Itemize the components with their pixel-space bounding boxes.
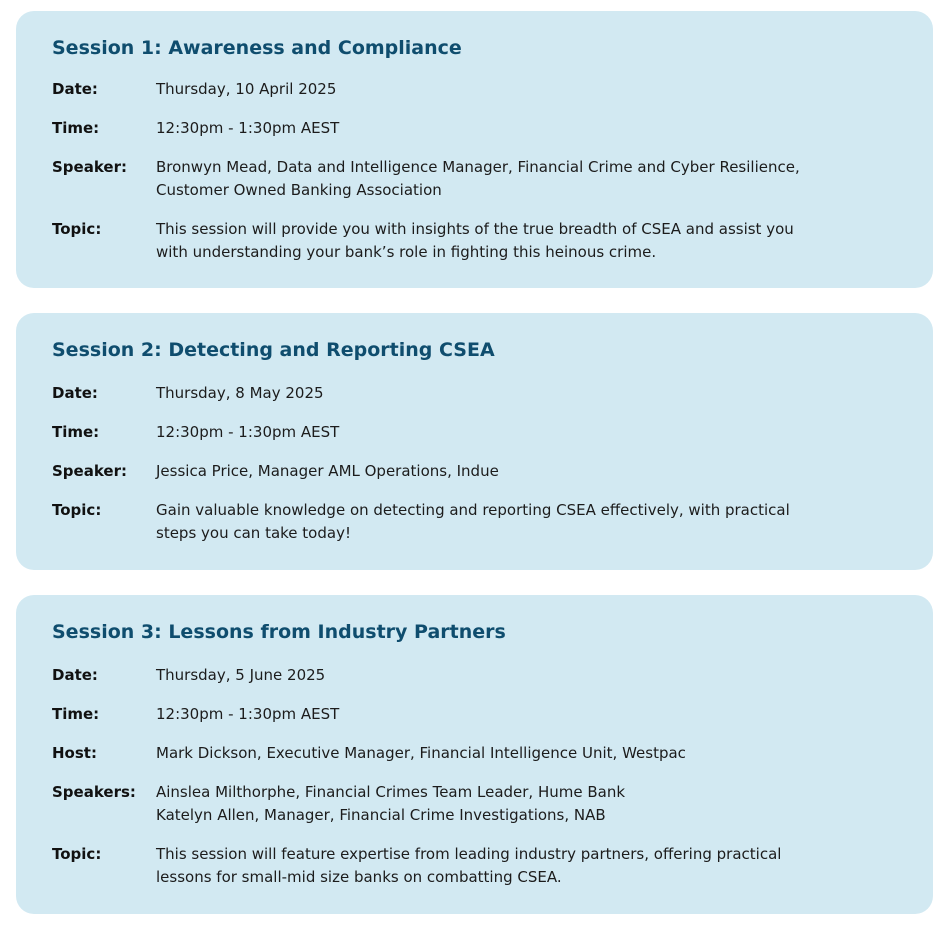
- date-label: Date:: [52, 80, 98, 98]
- date-value: Thursday, 5 June 2025: [156, 666, 326, 684]
- speakers-row: [52, 781, 897, 827]
- session-title: Session 3: Lessons from Industry Partners: [52, 621, 506, 643]
- date-row: [52, 382, 897, 405]
- topic-row: [52, 499, 897, 545]
- host-row: [52, 742, 897, 765]
- session-card-1: [16, 11, 933, 288]
- topic-value: This session will feature expertise from leading industry partners, offering practical lessons for small-mid size banks on combatting CSEA.: [156, 845, 782, 886]
- session-card-2: [16, 313, 933, 570]
- time-row: [52, 703, 897, 726]
- time-row: [52, 117, 897, 140]
- date-label: Date:: [52, 384, 98, 402]
- speakers-label: Speakers:: [52, 783, 136, 801]
- time-label: Time:: [52, 705, 100, 723]
- speaker-label: Speaker:: [52, 462, 127, 480]
- speaker-value: Bronwyn Mead, Data and Intelligence Manager, Financial Crime and Cyber Resilience, Customer Owned Banking Association: [156, 158, 800, 199]
- session-title: Session 2: Detecting and Reporting CSEA: [52, 339, 495, 361]
- host-label: Host:: [52, 744, 97, 762]
- topic-value: This session will provide you with insights of the true breadth of CSEA and assist you with understanding your bank’s role in fighting this heinous crime.: [156, 220, 794, 261]
- speaker-row: [52, 460, 897, 483]
- speaker-row: [52, 156, 897, 202]
- topic-label: Topic:: [52, 220, 102, 238]
- date-value: Thursday, 10 April 2025: [156, 80, 337, 98]
- time-label: Time:: [52, 119, 100, 137]
- time-label: Time:: [52, 423, 100, 441]
- speaker-value: Jessica Price, Manager AML Operations, Indue: [156, 462, 499, 480]
- time-value: 12:30pm - 1:30pm AEST: [156, 119, 340, 137]
- date-label: Date:: [52, 666, 98, 684]
- time-value: 12:30pm - 1:30pm AEST: [156, 705, 340, 723]
- session-title: Session 1: Awareness and Compliance: [52, 37, 462, 59]
- topic-label: Topic:: [52, 501, 102, 519]
- topic-row: [52, 843, 897, 889]
- topic-row: [52, 218, 897, 264]
- topic-label: Topic:: [52, 845, 102, 863]
- time-row: [52, 421, 897, 444]
- topic-value: Gain valuable knowledge on detecting and reporting CSEA effectively, with practical steps you can take today!: [156, 501, 790, 542]
- time-value: 12:30pm - 1:30pm AEST: [156, 423, 340, 441]
- speakers-value: Ainslea Milthorphe, Financial Crimes Team Leader, Hume Bank Katelyn Allen, Manager, Financial Crime Investigations, NAB: [156, 783, 626, 824]
- date-value: Thursday, 8 May 2025: [156, 384, 324, 402]
- date-row: [52, 78, 897, 101]
- speaker-label: Speaker:: [52, 158, 127, 176]
- date-row: [52, 664, 897, 687]
- host-value: Mark Dickson, Executive Manager, Financial Intelligence Unit, Westpac: [156, 744, 686, 762]
- session-card-3: [16, 595, 933, 914]
